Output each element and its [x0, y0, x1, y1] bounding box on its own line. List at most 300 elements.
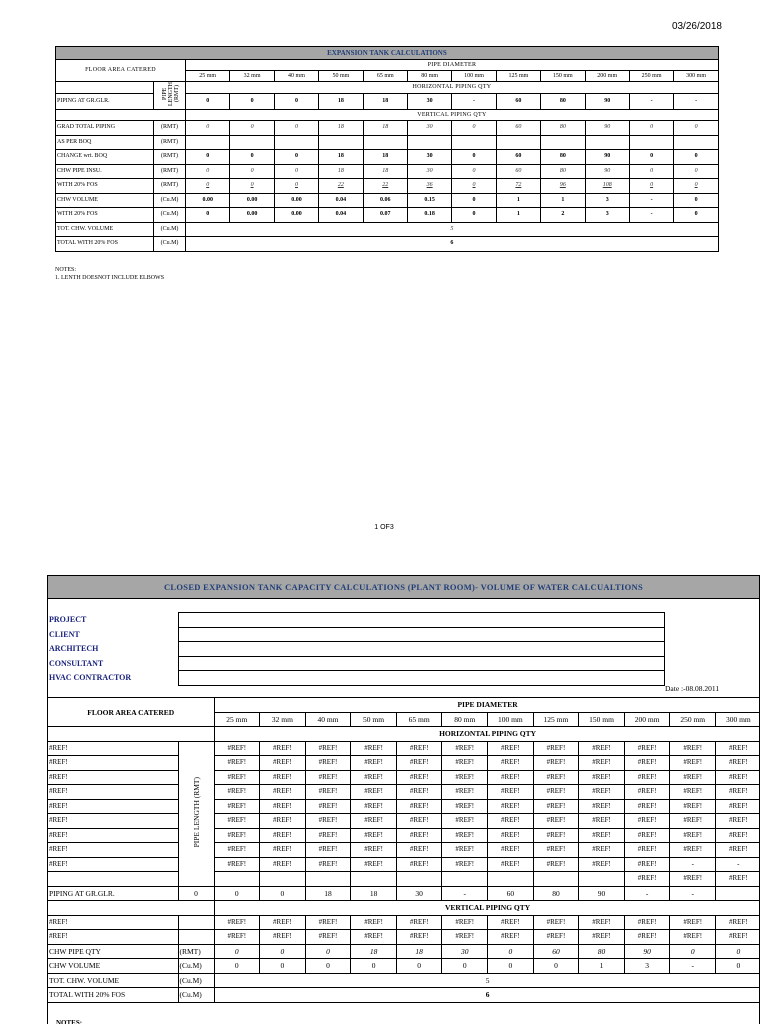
ref-cell: #REF!: [396, 770, 442, 785]
piping-cell: 0: [230, 94, 274, 110]
blank-cell: [351, 872, 397, 887]
diameter-header: 50 mm: [319, 71, 363, 82]
ref-cell: #REF!: [624, 756, 670, 771]
value-cell: 0: [186, 150, 230, 165]
row-unit: (Cu.M): [154, 208, 186, 223]
value-cell: 18: [363, 150, 407, 165]
total-fos-label: TOTAL WITH 20% FOS: [48, 988, 178, 1003]
value-cell: 0: [674, 121, 719, 136]
value-cell: 0: [186, 179, 230, 194]
ref-cell: #REF!: [716, 915, 760, 930]
diameter-header: 100 mm: [488, 712, 534, 727]
diameter-header: 50 mm: [351, 712, 397, 727]
value-cell: 0: [442, 959, 488, 974]
ref-cell: #REF!: [716, 872, 760, 887]
diameter-header: 150 mm: [579, 712, 625, 727]
ref-row: [48, 770, 760, 785]
sheet-date: Date :-08.08.2011: [665, 684, 720, 693]
ref-cell: #REF!: [670, 814, 716, 829]
ref-cell: #REF!: [670, 741, 716, 756]
value-cell: 2: [541, 208, 585, 223]
total-fos-unit: (Cu.M): [154, 237, 186, 252]
ref-cell: -: [670, 857, 716, 872]
value-cell: [585, 135, 629, 150]
value-cell: 0.00: [230, 193, 274, 208]
ref-cell: #REF!: [305, 770, 351, 785]
value-cell: 90: [624, 944, 670, 959]
project-row: [48, 656, 665, 671]
piping-row-label: PIPING AT GR.GLR.: [48, 886, 178, 901]
ref-cell: #REF!: [214, 843, 260, 858]
value-cell: 3: [624, 959, 670, 974]
piping-cell: 80: [541, 94, 585, 110]
value-cell: [496, 135, 540, 150]
blank-cell: [56, 110, 186, 121]
row-label: AS PER BOQ: [56, 135, 154, 150]
blank-cell: [56, 82, 154, 94]
table-row: [56, 193, 719, 208]
piping-cell: 30: [407, 94, 451, 110]
value-cell: 18: [396, 944, 442, 959]
value-cell: 0: [396, 959, 442, 974]
table-row: [56, 179, 719, 194]
value-cell: [407, 135, 451, 150]
ref-cell: #REF!: [716, 756, 760, 771]
piping-cell: 90: [585, 94, 629, 110]
ref-cell: #REF!: [396, 915, 442, 930]
piping-cell: 60: [488, 886, 534, 901]
value-cell: 0: [674, 150, 719, 165]
row-unit: (RMT): [154, 150, 186, 165]
table2-title: CLOSED EXPANSION TANK CAPACITY CALCULATIONS (PLANT ROOM)- VOLUME OF WATER CALCUALTIONS: [48, 576, 759, 599]
value-cell: 0: [452, 121, 496, 136]
ref-cell: #REF!: [351, 756, 397, 771]
table-row: [56, 150, 719, 165]
ref-cell: #REF!: [442, 770, 488, 785]
value-cell: 0: [452, 164, 496, 179]
value-cell: 0.06: [363, 193, 407, 208]
value-cell: 30: [407, 121, 451, 136]
volume-table: [48, 697, 760, 1003]
chw-volume-unit: (Cu.M): [178, 959, 214, 974]
value-cell: 0.04: [319, 193, 363, 208]
ref-cell: #REF!: [214, 915, 260, 930]
tot-chw-value: 5: [186, 222, 719, 237]
value-cell: 0: [274, 164, 318, 179]
total-fos-value: 6: [214, 988, 760, 1003]
ref-cell: #REF!: [351, 857, 397, 872]
diameter-header: 200 mm: [624, 712, 670, 727]
ref-cell: #REF!: [396, 828, 442, 843]
ref-cell: #REF!: [305, 756, 351, 771]
ref-row: [48, 785, 760, 800]
value-cell: 0: [452, 150, 496, 165]
value-cell: 0.00: [186, 193, 230, 208]
value-cell: 18: [351, 944, 397, 959]
ref-cell: #REF!: [305, 930, 351, 945]
ref-cell: #REF!: [488, 741, 534, 756]
blank-cell: [442, 872, 488, 887]
ref-cell: #REF!: [533, 799, 579, 814]
value-cell: 0: [351, 959, 397, 974]
ref-cell: #REF!: [260, 799, 306, 814]
value-cell: [629, 135, 673, 150]
project-value: [179, 627, 665, 642]
value-cell: 0: [452, 179, 496, 194]
ref-cell: #REF!: [260, 857, 306, 872]
value-cell: 0: [629, 164, 673, 179]
project-value: [179, 613, 665, 628]
diameter-header: 65 mm: [363, 71, 407, 82]
ref-cell: #REF!: [579, 814, 625, 829]
value-cell: 0: [260, 959, 306, 974]
notes-label: NOTES:: [56, 1019, 83, 1024]
row-label: #REF!: [48, 770, 178, 785]
page-number: 1 OF3: [374, 524, 394, 531]
value-cell: 90: [585, 164, 629, 179]
diameter-header: 40 mm: [305, 712, 351, 727]
value-cell: 90: [585, 150, 629, 165]
piping-cell: 60: [496, 94, 540, 110]
ref-cell: #REF!: [533, 756, 579, 771]
value-cell: 18: [363, 121, 407, 136]
ref-cell: #REF!: [624, 814, 670, 829]
piping-cell: -: [624, 886, 670, 901]
diameter-header: 200 mm: [585, 71, 629, 82]
total-fos-label: TOTAL WITH 20% FOS: [56, 237, 154, 252]
table1-title: EXPANSION TANK CALCULATIONS: [56, 47, 719, 60]
ref-cell: #REF!: [716, 741, 760, 756]
ref-row: [48, 857, 760, 872]
ref-row: [48, 930, 760, 945]
row-label: #REF!: [48, 799, 178, 814]
ref-cell: #REF!: [670, 828, 716, 843]
ref-cell: #REF!: [624, 843, 670, 858]
value-cell: -: [629, 208, 673, 223]
ref-cell: #REF!: [579, 741, 625, 756]
ref-cell: #REF!: [716, 814, 760, 829]
value-cell: 80: [579, 944, 625, 959]
vertical-piping-header: VERTICAL PIPING QTY: [186, 110, 719, 121]
ref-cell: #REF!: [442, 828, 488, 843]
value-cell: 1: [496, 193, 540, 208]
value-cell: 0: [674, 164, 719, 179]
row-unit: (RMT): [154, 121, 186, 136]
ref-cell: #REF!: [305, 799, 351, 814]
ref-cell: #REF!: [214, 756, 260, 771]
ref-cell: #REF!: [716, 799, 760, 814]
ref-cell: #REF!: [579, 828, 625, 843]
ref-cell: #REF!: [533, 785, 579, 800]
ref-cell: #REF!: [442, 915, 488, 930]
ref-row: [48, 814, 760, 829]
diameter-header: 100 mm: [452, 71, 496, 82]
row-label: #REF!: [48, 814, 178, 829]
ref-cell: #REF!: [214, 741, 260, 756]
row-unit: (Cu.M): [154, 193, 186, 208]
value-cell: 0.04: [319, 208, 363, 223]
ref-cell: #REF!: [670, 843, 716, 858]
ref-cell: #REF!: [214, 799, 260, 814]
chw-volume-label: CHW VOLUME: [48, 959, 178, 974]
pipe-length-header: PIPE LENGTH (RMT): [154, 82, 186, 110]
ref-cell: #REF!: [533, 915, 579, 930]
value-cell: [452, 135, 496, 150]
ref-cell: #REF!: [488, 915, 534, 930]
ref-cell: #REF!: [624, 770, 670, 785]
tot-chw-value: 5: [214, 973, 760, 988]
value-cell: 0: [629, 179, 673, 194]
value-cell: 0: [533, 959, 579, 974]
diameter-header: 125 mm: [533, 712, 579, 727]
ref-cell: #REF!: [351, 814, 397, 829]
table-row: [56, 164, 719, 179]
tot-chw-unit: (Cu.M): [178, 973, 214, 988]
ref-cell: #REF!: [488, 756, 534, 771]
pipe-length-header: PIPE LENGTH (RMT): [178, 741, 214, 886]
value-cell: 0: [186, 164, 230, 179]
value-cell: 60: [496, 121, 540, 136]
ref-cell: #REF!: [351, 770, 397, 785]
ref-cell: #REF!: [396, 785, 442, 800]
row-label: #REF!: [48, 930, 178, 945]
ref-cell: #REF!: [670, 872, 716, 887]
expansion-tank-table: [55, 46, 719, 252]
ref-cell: #REF!: [214, 930, 260, 945]
ref-row: [48, 915, 760, 930]
value-cell: 60: [496, 164, 540, 179]
value-cell: 0: [274, 179, 318, 194]
tot-chw-label: TOT. CHW. VOLUME: [56, 222, 154, 237]
ref-cell: #REF!: [214, 814, 260, 829]
note-1: 1. LENTH DOESNOT INCLUDE ELBOWS: [55, 275, 165, 281]
value-cell: 22: [319, 179, 363, 194]
ref-cell: #REF!: [396, 814, 442, 829]
value-cell: 0.00: [274, 193, 318, 208]
ref-cell: #REF!: [579, 799, 625, 814]
ref-cell: #REF!: [670, 799, 716, 814]
ref-cell: #REF!: [351, 828, 397, 843]
blank-cell: [533, 872, 579, 887]
diameter-header: 80 mm: [442, 712, 488, 727]
piping-cell: 18: [351, 886, 397, 901]
ref-cell: #REF!: [260, 756, 306, 771]
ref-cell: #REF!: [488, 930, 534, 945]
value-cell: 18: [363, 164, 407, 179]
value-cell: 90: [585, 121, 629, 136]
table-row: [56, 121, 719, 136]
chw-pipe-label: CHW PIPE QTY: [48, 944, 178, 959]
value-cell: 0: [305, 944, 351, 959]
diameter-header: 32 mm: [230, 71, 274, 82]
value-cell: [319, 135, 363, 150]
blank-cell: [396, 872, 442, 887]
piping-cell: -: [629, 94, 673, 110]
value-cell: 0: [670, 944, 716, 959]
value-cell: 108: [585, 179, 629, 194]
ref-cell: #REF!: [442, 843, 488, 858]
ref-cell: #REF!: [624, 872, 670, 887]
value-cell: 0: [186, 208, 230, 223]
ref-cell: #REF!: [579, 770, 625, 785]
value-cell: 22: [363, 179, 407, 194]
ref-cell: #REF!: [579, 857, 625, 872]
value-cell: 0: [260, 944, 306, 959]
value-cell: 0: [452, 193, 496, 208]
ref-cell: #REF!: [624, 857, 670, 872]
ref-cell: #REF!: [624, 741, 670, 756]
ref-cell: #REF!: [351, 799, 397, 814]
value-cell: 0.18: [407, 208, 451, 223]
ref-cell: #REF!: [488, 857, 534, 872]
ref-cell: #REF!: [716, 843, 760, 858]
row-label: CHANGE wrt. BOQ: [56, 150, 154, 165]
value-cell: [230, 135, 274, 150]
piping-cell: -: [452, 94, 496, 110]
ref-cell: #REF!: [670, 785, 716, 800]
floor-area-header: FLOOR AREA CATERED: [56, 60, 186, 82]
ref-cell: #REF!: [624, 828, 670, 843]
diameter-header: 40 mm: [274, 71, 318, 82]
row-unit: (RMT): [154, 179, 186, 194]
row-label: #REF!: [48, 741, 178, 756]
project-row: [48, 671, 665, 686]
project-label: CLIENT: [49, 629, 80, 639]
pipe-diameter-header: PIPE DIAMETER: [186, 60, 719, 71]
value-cell: 30: [407, 150, 451, 165]
ref-cell: #REF!: [305, 915, 351, 930]
value-cell: 18: [319, 150, 363, 165]
ref-cell: #REF!: [533, 741, 579, 756]
value-cell: 0: [230, 179, 274, 194]
project-value: [179, 671, 665, 686]
ref-row: [48, 872, 760, 887]
ref-cell: #REF!: [442, 785, 488, 800]
value-cell: 0: [629, 150, 673, 165]
ref-cell: #REF!: [442, 799, 488, 814]
vertical-piping-header: VERTICAL PIPING QTY: [214, 901, 760, 916]
value-cell: 0: [274, 121, 318, 136]
blank-cell: [178, 915, 214, 930]
value-cell: 60: [533, 944, 579, 959]
ref-cell: #REF!: [624, 799, 670, 814]
value-cell: 36: [407, 179, 451, 194]
value-cell: 18: [319, 164, 363, 179]
piping-cell: -: [670, 886, 716, 901]
value-cell: 0: [716, 944, 760, 959]
project-value: [179, 642, 665, 657]
value-cell: 0: [716, 959, 760, 974]
piping-cell: 18: [319, 94, 363, 110]
blank-cell: [488, 872, 534, 887]
ref-cell: #REF!: [260, 770, 306, 785]
row-label: CHW VOLUME: [56, 193, 154, 208]
notes-label: NOTES:: [55, 267, 76, 273]
ref-cell: #REF!: [396, 741, 442, 756]
total-fos-value: 6: [186, 237, 719, 252]
ref-cell: #REF!: [305, 828, 351, 843]
blank-cell: [260, 872, 306, 887]
ref-cell: #REF!: [624, 785, 670, 800]
ref-cell: #REF!: [670, 756, 716, 771]
ref-cell: #REF!: [579, 756, 625, 771]
value-cell: 0: [305, 959, 351, 974]
ref-cell: #REF!: [214, 770, 260, 785]
value-cell: [541, 135, 585, 150]
ref-cell: #REF!: [396, 756, 442, 771]
blank-cell: [178, 930, 214, 945]
ref-cell: #REF!: [488, 785, 534, 800]
ref-cell: #REF!: [716, 828, 760, 843]
row-label: WITH 20% FOS: [56, 179, 154, 194]
value-cell: 0.00: [230, 208, 274, 223]
ref-cell: #REF!: [260, 785, 306, 800]
value-cell: 0: [674, 193, 719, 208]
ref-cell: #REF!: [533, 814, 579, 829]
ref-cell: #REF!: [351, 843, 397, 858]
value-cell: 0.07: [363, 208, 407, 223]
closed-tank-sheet: [47, 575, 760, 1024]
piping-cell: 0: [260, 886, 306, 901]
value-cell: 0: [230, 164, 274, 179]
diameter-header: 125 mm: [496, 71, 540, 82]
row-unit: (RMT): [154, 135, 186, 150]
piping-cell: 0: [186, 94, 230, 110]
diameter-header: 250 mm: [629, 71, 673, 82]
page-date: 03/26/2018: [671, 21, 722, 32]
ref-cell: #REF!: [442, 741, 488, 756]
ref-cell: #REF!: [260, 915, 306, 930]
diameter-header: 32 mm: [260, 712, 306, 727]
diameter-header: 150 mm: [541, 71, 585, 82]
blank-cell: [48, 901, 214, 916]
chw-pipe-unit: (RMT): [178, 944, 214, 959]
project-label: ARCHITECH: [49, 644, 99, 654]
ref-cell: #REF!: [214, 857, 260, 872]
ref-cell: #REF!: [351, 915, 397, 930]
piping-cell: 90: [579, 886, 625, 901]
value-cell: 3: [585, 193, 629, 208]
ref-cell: #REF!: [396, 843, 442, 858]
diameter-header: 250 mm: [670, 712, 716, 727]
ref-cell: #REF!: [214, 785, 260, 800]
blank-cell: [579, 872, 625, 887]
ref-cell: #REF!: [260, 828, 306, 843]
value-cell: 0: [452, 208, 496, 223]
piping-cell: -: [674, 94, 719, 110]
ref-cell: #REF!: [442, 857, 488, 872]
tot-chw-unit: (Cu.M): [154, 222, 186, 237]
ref-cell: #REF!: [305, 741, 351, 756]
value-cell: 0: [629, 121, 673, 136]
piping-cell: 30: [396, 886, 442, 901]
ref-cell: #REF!: [533, 843, 579, 858]
diameter-header: 300 mm: [674, 71, 719, 82]
value-cell: 1: [541, 193, 585, 208]
ref-cell: #REF!: [351, 930, 397, 945]
ref-cell: #REF!: [533, 770, 579, 785]
ref-cell: #REF!: [533, 930, 579, 945]
horizontal-piping-header: HORIZONTAL PIPING QTY: [214, 727, 760, 742]
ref-cell: #REF!: [396, 799, 442, 814]
ref-cell: #REF!: [670, 915, 716, 930]
ref-cell: #REF!: [396, 930, 442, 945]
value-cell: 30: [442, 944, 488, 959]
value-cell: 0: [674, 208, 719, 223]
piping-cell: 0: [214, 886, 260, 901]
table-row: [56, 135, 719, 150]
ref-cell: #REF!: [488, 814, 534, 829]
